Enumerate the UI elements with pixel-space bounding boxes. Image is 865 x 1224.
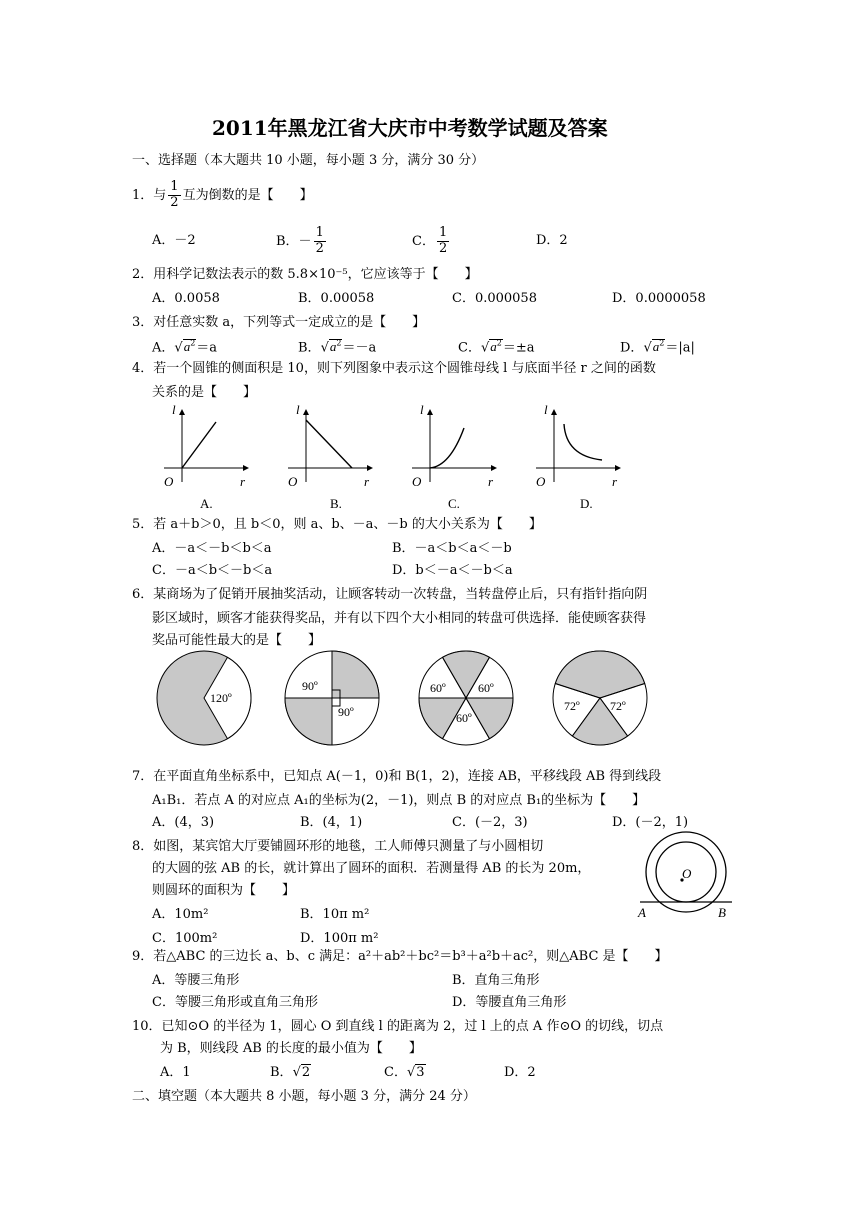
q9-option-a: A．等腰三角形 — [152, 973, 240, 988]
question-10-line2: 为 B，则线段 AB 的长度的最小值为【 】 — [160, 1041, 422, 1056]
spinner-c — [419, 651, 513, 764]
graph-label: B. — [330, 496, 342, 511]
q10-option-d: D．2 — [504, 1065, 536, 1080]
q9-option-c: C．等腰三角形或直角三角形 — [152, 995, 318, 1010]
angle-label: 72º — [610, 699, 626, 713]
q1-option-d: D．2 — [536, 233, 568, 248]
graph-d — [536, 402, 620, 511]
graph-a — [164, 402, 248, 511]
q5-option-c: C．－a＜b＜－b＜a — [152, 563, 273, 578]
q5-option-b: B．－a＜b＜a＜－b — [392, 541, 512, 556]
question-2: 2．用科学记数法表示的数 5.8×10⁻⁵，它应该等于【 】 — [132, 267, 478, 282]
axis-y-label: l — [172, 402, 176, 417]
q1-c-prefix: C． — [412, 233, 435, 249]
question-8-line2: 的大圆的弦 AB 的长，就计算出了圆环的面积．若测量得 AB 的长为 20m， — [152, 861, 591, 876]
question-9: 9．若△ABC 的三边长 a、b、c 满足：a²＋ab²＋bc²＝b³＋a²b＋ac²，则△ABC 是【 】 — [132, 949, 668, 964]
axis-x-label: r — [240, 474, 246, 489]
option-text: ＝±a — [502, 340, 535, 356]
question-6: 6．某商场为了促销开展抽奖活动，让顾客转动一次转盘，当转盘停止后，只有指针指向阴 — [132, 587, 648, 602]
q10-option-b: B．√2 — [270, 1065, 311, 1080]
q2-option-d: D．0.0000058 — [612, 291, 706, 306]
q1-option-c — [412, 226, 451, 257]
q3-option-a: A．$√a^2=a$ — [152, 339, 218, 356]
q8-option-b: B．10π m² — [300, 907, 370, 922]
axis-y-label: l — [420, 402, 424, 417]
q6-spinners — [150, 648, 650, 764]
q8-option-c: C．100m² — [152, 931, 218, 946]
denominator: 2 — [438, 240, 448, 256]
option-label: B． — [298, 340, 321, 356]
origin-label: O — [164, 474, 174, 489]
numerator: 1 — [438, 225, 448, 240]
q1-b-prefix: B．－ — [276, 233, 312, 249]
center-label: O — [682, 866, 692, 881]
q8-option-a: A．10m² — [152, 907, 209, 922]
denominator: 2 — [170, 194, 179, 210]
option-text: ＝|a| — [665, 340, 695, 356]
angle-label: 72º — [564, 699, 580, 713]
option-label: D． — [620, 340, 644, 356]
question-3: 3．对任意实数 a，下列等式一定成立的是【 】 — [132, 315, 426, 330]
radicand: 3 — [416, 1065, 425, 1080]
q9-option-d: D．等腰直角三角形 — [452, 995, 567, 1010]
graph-label: D. — [580, 496, 593, 511]
angle-label: 90º — [302, 679, 318, 693]
origin-label: O — [536, 474, 546, 489]
origin-label: O — [412, 474, 422, 489]
q2-option-a: A．0.0058 — [152, 291, 220, 306]
graph-label: A. — [200, 496, 213, 511]
q9-option-b: B．直角三角形 — [452, 973, 540, 988]
section-heading: 一、选择题（本大题共 10 小题，每小题 3 分，满分 30 分） — [132, 153, 485, 168]
option-label: A． — [152, 340, 175, 356]
point-b-label: B — [718, 905, 726, 920]
question-7-line2: A₁B₁．若点 A 的对应点 A₁的坐标为(2，－1)，则点 B 的对应点 B₁的坐标为【 】 — [152, 793, 646, 808]
option-label: C． — [384, 1065, 407, 1080]
q5-option-d: D．b＜－a＜－b＜a — [392, 563, 513, 578]
question-5: 5．若 a＋b＞0，且 b＜0，则 a、b、－a、－b 的大小关系为【 】 — [132, 517, 542, 532]
spinner-d — [553, 651, 647, 764]
q7-option-a: A．(4，3) — [152, 815, 215, 830]
option-label: C． — [458, 340, 481, 356]
radicand: 2 — [301, 1065, 311, 1080]
question-8-line3: 则圆环的面积为【 】 — [152, 883, 296, 898]
q2-option-b: B．0.00058 — [298, 291, 375, 306]
axis-y-label: l — [296, 402, 300, 417]
question-1 — [132, 180, 313, 211]
q3-option-c: C．$√a^2=\pm a$ — [458, 339, 535, 356]
page-title: 2011年黑龙江省大庆市中考数学试题及答案 — [212, 116, 608, 140]
spinner-b — [285, 651, 379, 764]
axis-x-label: r — [488, 474, 494, 489]
spinner-a — [157, 651, 251, 764]
numerator: 1 — [315, 225, 324, 240]
q8-annulus-figure — [632, 830, 742, 922]
q7-option-b: B．(4，1) — [300, 815, 363, 830]
angle-label: 120º — [210, 691, 232, 705]
numerator: 1 — [170, 179, 179, 194]
q8-option-d: D．100π m² — [300, 931, 379, 946]
q1-suffix: 互为倒数的是【 】 — [182, 187, 313, 203]
q7-option-c: C．(－2，3) — [452, 815, 528, 830]
axis-y-label: l — [544, 402, 548, 417]
question-10: 10．已知⊙O 的半径为 1，圆心 O 到直线 l 的距离为 2，过 l 上的点 A 作⊙O 的切线，切点 — [132, 1019, 664, 1034]
q10-option-a: A．1 — [160, 1065, 191, 1080]
q2-option-c: C．0.000058 — [452, 291, 537, 306]
graph-c — [412, 402, 496, 511]
denominator: 2 — [315, 240, 324, 256]
origin-label: O — [288, 474, 298, 489]
q1-fraction — [168, 180, 180, 211]
question-7: 7．在平面直角坐标系中，已知点 A(－1，0)和 B(1，2)，连接 AB，平移线段 AB 得到线段 — [132, 769, 662, 784]
q1-option-a: A．－2 — [152, 233, 196, 248]
q1-c-fraction — [437, 226, 449, 257]
q3-option-d: D．$√a^2=|a|$ — [620, 339, 695, 356]
question-4: 4．若一个圆锥的侧面积是 10，则下列图象中表示这个圆锥母线 l 与底面半径 r 之间的函数 — [132, 361, 656, 376]
q7-option-d: D．(－2，1) — [612, 815, 689, 830]
axis-x-label: r — [364, 474, 370, 489]
q1-prefix: 1．与 — [132, 187, 167, 203]
q5-option-a: A．－a＜－b＜b＜a — [152, 541, 272, 556]
option-text: ＝a — [196, 340, 218, 356]
q1-b-fraction — [314, 226, 326, 257]
angle-label: 60º — [430, 681, 446, 695]
q3-option-b: B．$√a^2=-a$ — [298, 339, 377, 356]
q10-option-c: C．√3 — [384, 1065, 425, 1080]
option-text: ＝－a — [342, 340, 377, 356]
question-8: 8．如图，某宾馆大厅要铺圆环形的地毯，工人师傅只测量了与小圆相切 — [132, 839, 544, 854]
option-label: B． — [270, 1065, 293, 1080]
q4-graphs — [150, 400, 640, 512]
section-heading-2: 二、填空题（本大题共 8 小题，每小题 3 分，满分 24 分） — [132, 1089, 476, 1104]
q1-option-b — [276, 226, 328, 257]
graph-label: C. — [448, 496, 460, 511]
angle-label: 60º — [456, 711, 472, 725]
angle-label: 90º — [338, 705, 354, 719]
angle-label: 60º — [478, 681, 494, 695]
question-6-line2: 影区域时，顾客才能获得奖品，并有以下四个大小相同的转盘可供选择．能使顾客获得 — [152, 611, 647, 626]
axis-x-label: r — [612, 474, 618, 489]
graph-b — [288, 402, 372, 511]
question-4-line2: 关系的是【 】 — [152, 385, 257, 400]
question-6-line3: 奖品可能性最大的是【 】 — [152, 633, 322, 648]
point-a-label: A — [638, 905, 646, 920]
